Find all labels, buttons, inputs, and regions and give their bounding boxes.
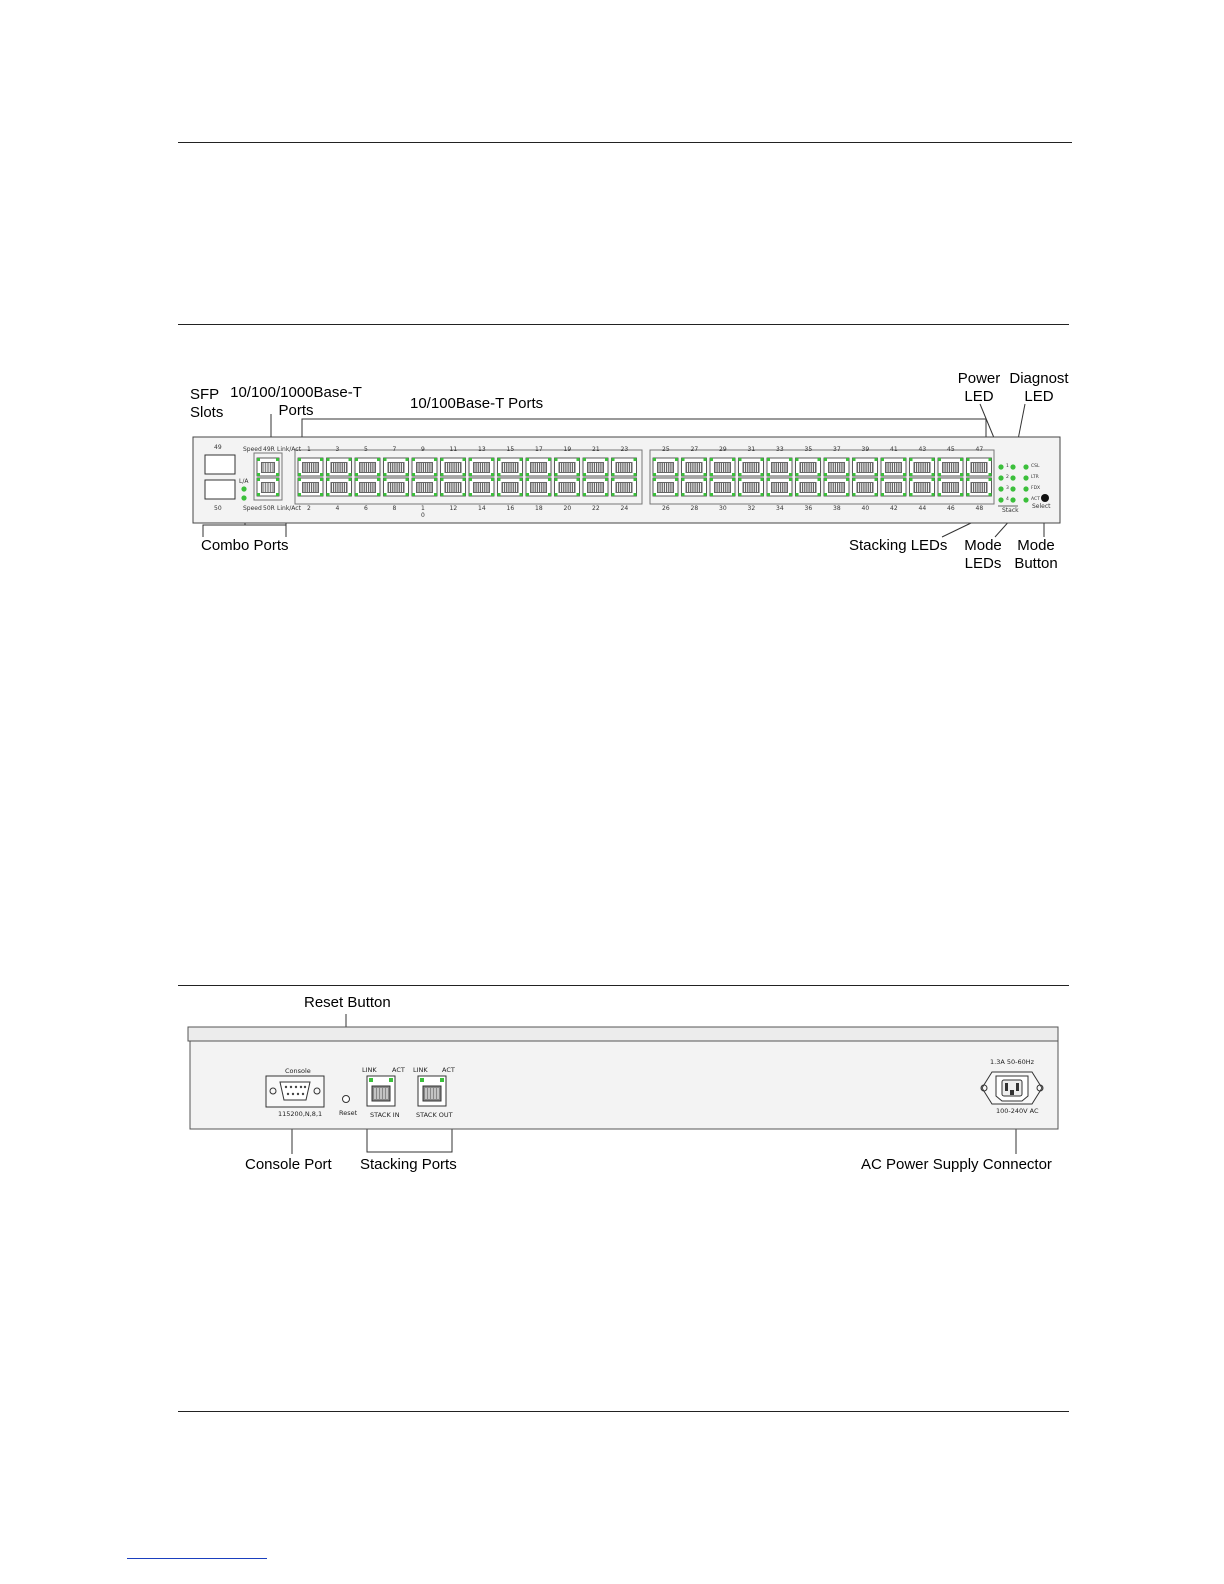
bottom-rule: [178, 1411, 1069, 1412]
power-rating-label: 1.3A 50-60Hz: [990, 1058, 1035, 1066]
sfp-slot-50[interactable]: [205, 480, 235, 499]
rj45-port-4[interactable]: [327, 478, 352, 496]
stack-led-a-4: [998, 497, 1003, 502]
speed-label-top: Speed: [243, 446, 262, 453]
port-number-top: 3: [335, 446, 340, 453]
rj45-port-49r[interactable]: [257, 458, 279, 476]
port-number-top: 35: [804, 446, 813, 453]
port-number-top: 31: [747, 446, 756, 453]
rj45-port-13[interactable]: [469, 458, 494, 476]
rj45-port-11[interactable]: [441, 458, 466, 476]
port-number-top: 37: [833, 446, 841, 453]
mode-led-act: [1023, 497, 1028, 502]
rj45-port-26[interactable]: [653, 478, 678, 496]
mode-led-label: CSL: [1031, 464, 1040, 469]
stack-led-a-3: [998, 486, 1003, 491]
rj45-port-6[interactable]: [355, 478, 380, 496]
rj45-port-3[interactable]: [327, 458, 352, 476]
callout-gigabit-ports: 10/100/1000Base-T Ports: [230, 384, 362, 419]
stack-led-b-1: [1010, 464, 1015, 469]
stack-led-a-2: [998, 475, 1003, 480]
stack-in-link-label: LINK: [362, 1066, 377, 1074]
rj45-port-5[interactable]: [355, 458, 380, 476]
rj45-port-18[interactable]: [526, 478, 551, 496]
sfp-led-label: L/A: [239, 478, 249, 485]
port-number-top: 45: [947, 446, 955, 453]
rj45-port-12[interactable]: [441, 478, 466, 496]
front-panel-diagram: [0, 0, 1224, 600]
rj45-port-22[interactable]: [583, 478, 608, 496]
port-number-bottom: 4: [335, 505, 340, 512]
mode-led-label: LTR: [1031, 475, 1039, 480]
port-number-bottom: 22: [592, 505, 600, 512]
reset-label: Reset: [339, 1109, 358, 1117]
callout-stacking-leds: Stacking LEDs: [849, 537, 948, 554]
port-number-bottom: 30: [719, 505, 727, 512]
rear-section-rule: [178, 985, 1069, 986]
callout-sfp-slots: SFP Slots: [190, 386, 224, 421]
port-number-bottom: 44: [918, 505, 927, 512]
callout-power-led: Power LED: [957, 370, 1001, 405]
reset-button[interactable]: [343, 1096, 350, 1103]
callout-stacking-ports: Stacking Ports: [360, 1156, 457, 1173]
select-label: Select: [1032, 503, 1051, 510]
port-number-bottom: 28: [690, 505, 699, 512]
rj45-port-44[interactable]: [910, 478, 935, 496]
mode-led-label: FDX: [1031, 486, 1041, 491]
port-number-bottom: 24: [620, 505, 629, 512]
port-number-top: 17: [535, 446, 543, 453]
port-number-top: 33: [776, 446, 784, 453]
console-label: Console: [285, 1067, 311, 1075]
stack-led-label: 1: [1006, 464, 1009, 469]
sfp-led-2: [241, 495, 246, 500]
label-50r: 50R: [263, 505, 275, 512]
port-number-bottom: 20: [563, 505, 572, 512]
callout-reset-button: Reset Button: [304, 994, 391, 1011]
rj45-port-15[interactable]: [498, 458, 523, 476]
rj45-port-42[interactable]: [881, 478, 906, 496]
callout-mode-button: Mode Button: [1014, 537, 1058, 572]
rj45-port-29[interactable]: [710, 458, 735, 476]
voltage-label: 100-240V AC: [996, 1107, 1039, 1115]
sfp-led-1: [241, 486, 246, 491]
rear-panel-diagram: [0, 1000, 1224, 1220]
rj45-port-9[interactable]: [412, 458, 437, 476]
rj45-port-23[interactable]: [612, 458, 637, 476]
port-number-top: 27: [690, 446, 699, 453]
port-number-top: 25: [662, 446, 670, 453]
rj45-port-37[interactable]: [824, 458, 849, 476]
stack-led-label: 4: [1006, 497, 1009, 502]
port-number-bottom: 14: [478, 505, 486, 512]
label-49r: 49R: [263, 446, 275, 453]
rj45-port-39[interactable]: [853, 458, 878, 476]
stack-out-port[interactable]: [418, 1076, 446, 1106]
port-number-top: 1: [307, 446, 311, 453]
rj45-port-20[interactable]: [555, 478, 580, 496]
port-number-top: 7: [392, 446, 397, 453]
callout-mode-leds: Mode LEDs: [964, 537, 1002, 572]
rj45-port-32[interactable]: [739, 478, 764, 496]
port-number-bottom: 34: [776, 505, 784, 512]
stack-out-label: STACK OUT: [416, 1111, 453, 1119]
rj45-port-19[interactable]: [555, 458, 580, 476]
speed-label-bottom: Speed: [243, 505, 262, 512]
port-number-bottom: 16: [506, 505, 515, 512]
rj45-port-34[interactable]: [767, 478, 792, 496]
mode-led-fdx: [1023, 486, 1028, 491]
port-number-bottom: 38: [833, 505, 841, 512]
port-number-bottom: 18: [535, 505, 543, 512]
rj45-port-38[interactable]: [824, 478, 849, 496]
stack-in-act-label: ACT: [392, 1066, 405, 1074]
rj45-port-1[interactable]: [298, 458, 323, 476]
rj45-port-40[interactable]: [853, 478, 878, 496]
port-number-top: 29: [719, 446, 727, 453]
stack-in-label: STACK IN: [370, 1111, 400, 1119]
ac-power-connector[interactable]: [981, 1072, 1043, 1104]
rj45-port-17[interactable]: [526, 458, 551, 476]
port-number-bottom: 32: [747, 505, 756, 512]
rear-chassis-top-lip: [188, 1027, 1058, 1041]
stack-label: Stack: [1002, 507, 1019, 514]
port-number-top: 41: [890, 446, 898, 453]
mode-select-button[interactable]: [1041, 494, 1049, 502]
callout-ac-power-connector: AC Power Supply Connector: [861, 1156, 1052, 1173]
rj45-port-31[interactable]: [739, 458, 764, 476]
rj45-port-43[interactable]: [910, 458, 935, 476]
linkact-label-top: Link/Act: [277, 446, 301, 453]
port-number-bottom: 42: [890, 505, 898, 512]
mode-led-label: ACT: [1031, 497, 1040, 502]
port-number-bottom: 2: [307, 505, 311, 512]
rj45-port-30[interactable]: [710, 478, 735, 496]
port-number-bottom: 8: [392, 505, 397, 512]
port-number-top: 19: [563, 446, 572, 453]
footer-link-underline: [127, 1558, 267, 1559]
stack-out-link-label: LINK: [413, 1066, 428, 1074]
sfp-slot-49[interactable]: [205, 455, 235, 474]
port-number-bottom: 36: [804, 505, 813, 512]
rj45-port-35[interactable]: [796, 458, 821, 476]
sfp-label-50: 50: [214, 505, 222, 512]
port-number-top: 23: [620, 446, 629, 453]
console-port[interactable]: [266, 1076, 324, 1107]
stack-led-label: 3: [1006, 486, 1009, 491]
stack-out-act-label: ACT: [442, 1066, 455, 1074]
port-number-top: 43: [918, 446, 927, 453]
port-number-top: 11: [449, 446, 458, 453]
linkact-label-bottom: Link/Act: [277, 505, 301, 512]
rj45-port-10[interactable]: [412, 478, 437, 496]
callout-diagnostic-led: Diagnost LED: [1009, 370, 1069, 405]
rj45-port-8[interactable]: [384, 478, 409, 496]
port-number-top: 21: [592, 446, 600, 453]
callout-combo-ports: Combo Ports: [201, 537, 289, 554]
stack-led-a-1: [998, 464, 1003, 469]
rj45-port-47[interactable]: [967, 458, 992, 476]
port-number-top: 39: [861, 446, 870, 453]
rj45-port-14[interactable]: [469, 478, 494, 496]
port-number-bottom: 6: [364, 505, 368, 512]
port-number-top: 9: [421, 446, 425, 453]
rj45-port-33[interactable]: [767, 458, 792, 476]
rj45-port-36[interactable]: [796, 478, 821, 496]
port-number-bottom: 48: [975, 505, 984, 512]
rj45-port-25[interactable]: [653, 458, 678, 476]
console-settings-label: 115200,N,8,1: [278, 1110, 323, 1118]
port-number-top: 13: [478, 446, 486, 453]
rj45-port-28[interactable]: [682, 478, 707, 496]
stack-in-port[interactable]: [367, 1076, 395, 1106]
rj45-port-2[interactable]: [298, 478, 323, 496]
port-number-bottom: 12: [449, 505, 458, 512]
rj45-port-41[interactable]: [881, 458, 906, 476]
mode-led-csl: [1023, 464, 1028, 469]
callout-fast-ethernet-ports: 10/100Base-T Ports: [410, 395, 544, 412]
rj45-port-16[interactable]: [498, 478, 523, 496]
stack-led-b-2: [1010, 475, 1015, 480]
rj45-port-7[interactable]: [384, 458, 409, 476]
stack-led-b-3: [1010, 486, 1015, 491]
stack-led-b-4: [1010, 497, 1015, 502]
rj45-port-46[interactable]: [938, 478, 963, 496]
rj45-port-45[interactable]: [938, 458, 963, 476]
port-number-bottom: 46: [947, 505, 955, 512]
rj45-port-21[interactable]: [583, 458, 608, 476]
port-number-top: 15: [506, 446, 515, 453]
stack-led-label: 2: [1006, 475, 1009, 480]
rj45-port-24[interactable]: [612, 478, 637, 496]
port-number-bottom: 40: [861, 505, 870, 512]
rj45-port-50r[interactable]: [257, 478, 279, 496]
mode-led-ltr: [1023, 475, 1028, 480]
port-number-top: 5: [364, 446, 368, 453]
rj45-port-48[interactable]: [967, 478, 992, 496]
port-number-bottom: 1 0: [421, 505, 425, 519]
port-number-top: 47: [975, 446, 984, 453]
sfp-label-49: 49: [214, 444, 222, 451]
rj45-port-27[interactable]: [682, 458, 707, 476]
port-number-bottom: 26: [662, 505, 670, 512]
callout-console-port: Console Port: [245, 1156, 332, 1173]
